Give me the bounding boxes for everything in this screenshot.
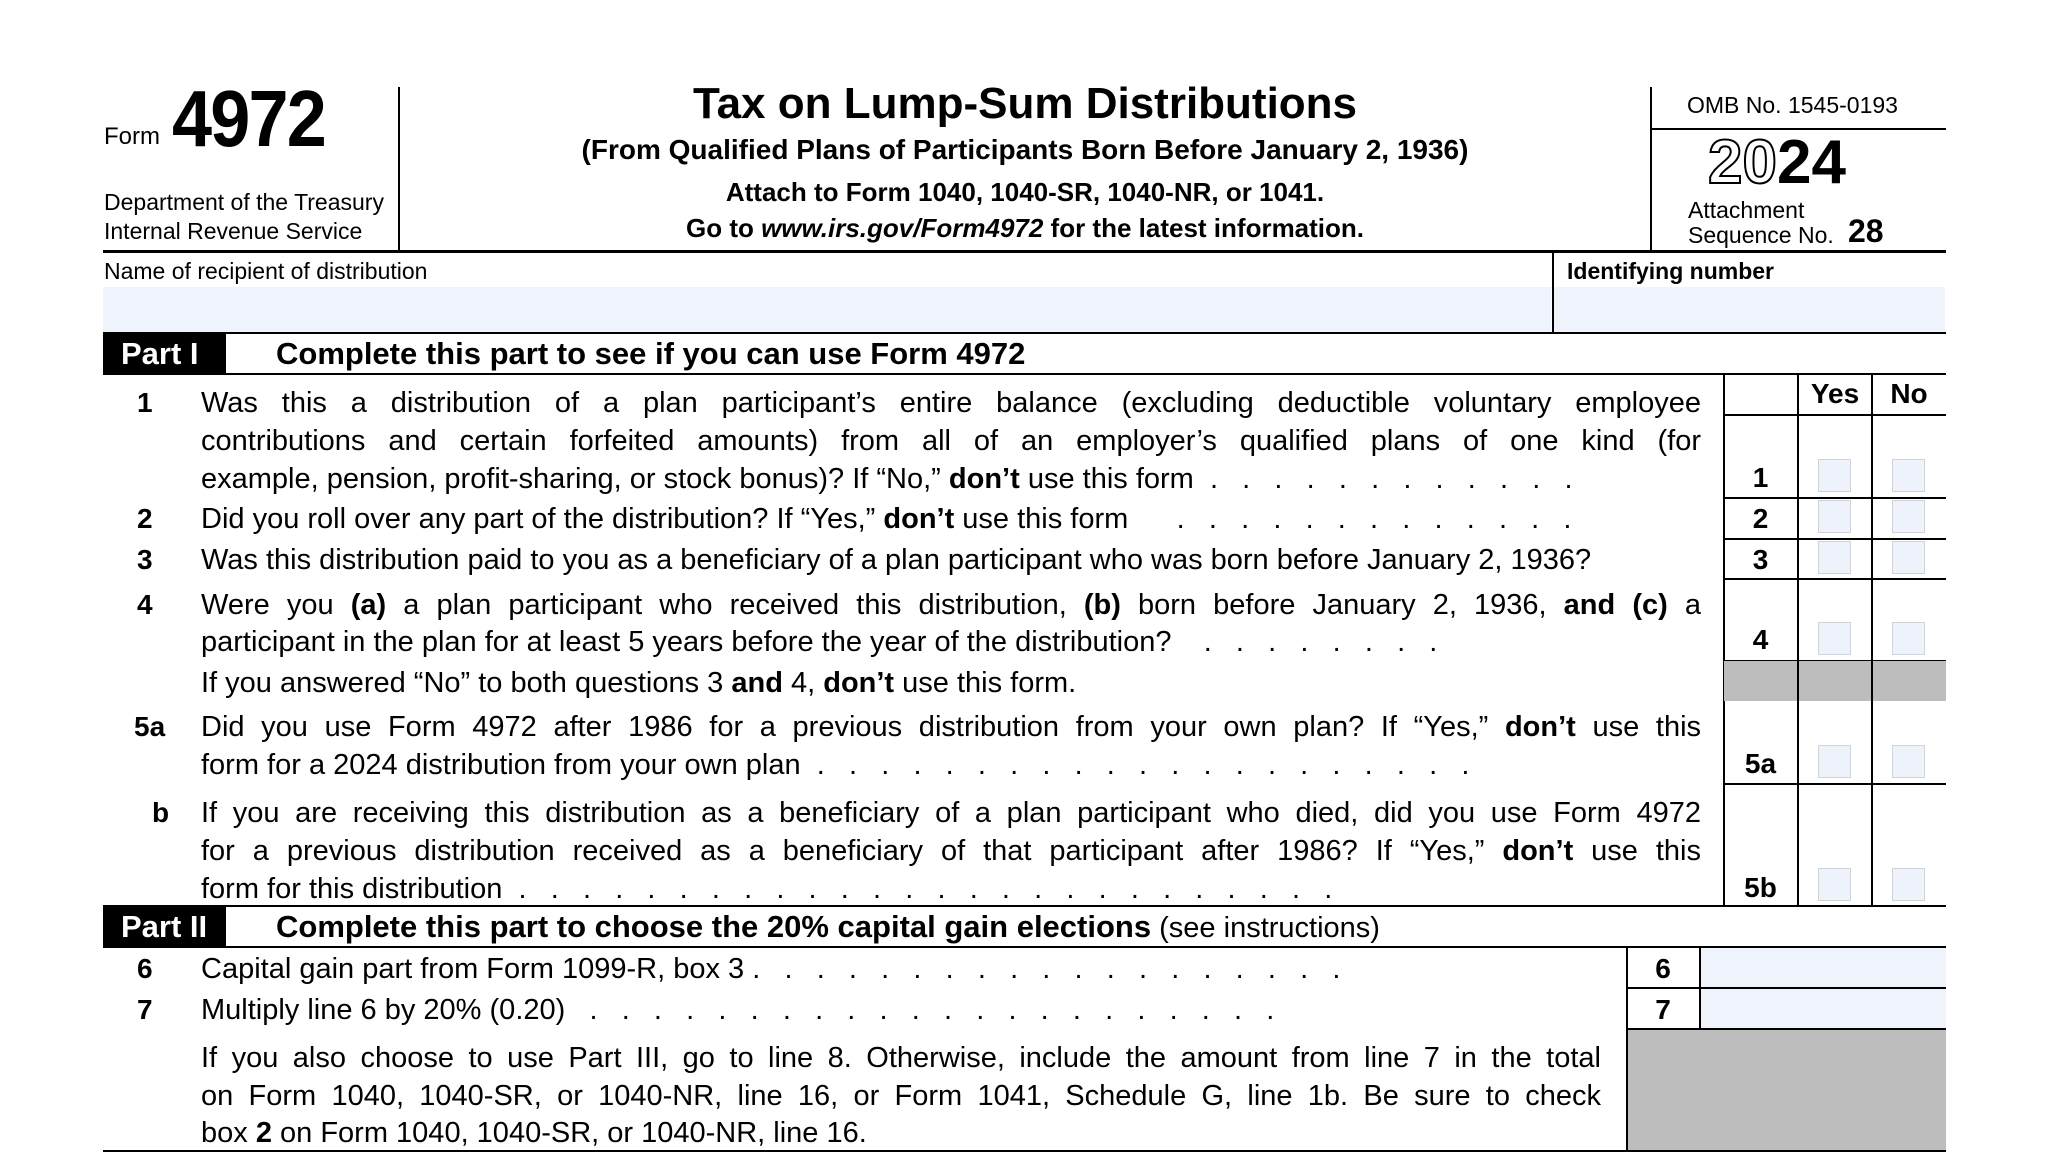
question-note	[201, 664, 1076, 702]
box-number: 7	[1655, 994, 1671, 1025]
dot-leader: . . . . . . . . . . . . . . . . . . . . . . . . . .	[502, 873, 1333, 905]
grid-rule	[1724, 783, 1946, 785]
dot-leader: . . . . . . . . . . . . . . . . . . . . .	[800, 749, 1470, 781]
header-divider-right	[1650, 87, 1652, 252]
box-number: 1	[1752, 462, 1769, 493]
grid-yes-col	[1797, 374, 1799, 907]
yes-column-header: Yes	[1810, 378, 1860, 409]
form-number: 4972	[172, 74, 325, 163]
line-6-amount-input[interactable]	[1701, 948, 1946, 987]
text-bold: 2	[255, 1117, 272, 1149]
recipient-name-label: Name of recipient of distribution	[104, 258, 428, 284]
text-bold: don’t	[1502, 835, 1574, 867]
attach-instruction: Attach to Form 1040, 1040-SR, 1040-NR, or 1041.	[725, 177, 1325, 207]
department-line: Department of the Treasury	[104, 189, 384, 215]
tax-year	[1708, 128, 1846, 198]
header-bottom-rule	[103, 250, 1946, 253]
line-number: b	[152, 797, 170, 828]
text-bold: don’t	[823, 667, 895, 699]
text-part: participant in the plan for at least 5 years before the year of the distribution?	[201, 626, 1172, 658]
line-number: 4	[137, 589, 153, 620]
line-number: 1	[137, 387, 153, 418]
q2-yes-checkbox[interactable]	[1818, 500, 1851, 533]
question-text	[201, 500, 1571, 538]
grid-line	[1871, 661, 1873, 701]
q4-no-checkbox[interactable]	[1892, 622, 1925, 655]
question-text	[201, 746, 1469, 784]
text-part: use this	[1573, 835, 1702, 867]
goto-instruction	[400, 211, 1650, 245]
part-2-title-main: Complete this part to choose the 20% capital gain elections	[276, 909, 1152, 944]
text-bold: don’t	[948, 463, 1020, 495]
question-text	[201, 832, 1701, 870]
grid-line	[1797, 661, 1799, 701]
dot-leader: . . . . . . . . . . . . . . . . . . . . . .	[565, 994, 1275, 1026]
dot-leader: . . . . . . . . . . . .	[1193, 463, 1573, 495]
question-text: Was this distribution paid to you as a beneficiary of a plan participant who was born before January 2, 1936?	[201, 544, 1592, 576]
question-text	[201, 586, 1701, 624]
box-number: 6	[1655, 953, 1671, 984]
text-part: 4,	[782, 667, 824, 699]
grid-rule	[1724, 414, 1946, 416]
identifying-number-input[interactable]	[1554, 287, 1945, 332]
part-2-header-rule	[103, 946, 1946, 948]
text-part: Did you roll over any part of the distribution? If “Yes,”	[201, 503, 884, 535]
q3-yes-checkbox[interactable]	[1818, 541, 1851, 574]
question-text	[201, 460, 1573, 498]
line-number: 2	[137, 503, 153, 534]
q3-no-checkbox[interactable]	[1892, 541, 1925, 574]
text-part: born before January 2, 1936,	[1120, 589, 1564, 621]
text-part: for a previous distribution received as a beneficiary of that participant after 1986? If “Yes,”	[201, 835, 1503, 867]
shaded-area	[1628, 1030, 1946, 1150]
part-1-header-rule	[103, 373, 1946, 375]
text-part: If you answered “No” to both questions 3	[201, 667, 732, 699]
dot-leader: . . . . . . . . . . . . . . . . . . .	[744, 953, 1341, 985]
text-bold: (a)	[350, 589, 387, 621]
year-bold: 24	[1776, 128, 1846, 197]
form-label: Form	[104, 123, 160, 150]
box-number: 2	[1752, 503, 1769, 534]
text-part: Did you use Form 4972 after 1986 for a previous distribution from your own plan? If “Yes,”	[201, 711, 1505, 743]
box-number: 4	[1752, 624, 1769, 655]
note-text: on Form 1040, 1040-SR, or 1040-NR, line 16, or Form 1041, Schedule G, line 1b. Be sure to check	[201, 1080, 1601, 1112]
text-part: on Form 1040, 1040-SR, or 1040-NR, line 16.	[271, 1117, 867, 1149]
sequence-label: Sequence No.	[1688, 222, 1834, 248]
q5a-no-checkbox[interactable]	[1892, 745, 1925, 778]
text-bold: don’t	[883, 503, 955, 535]
text-part: a	[1667, 589, 1701, 621]
text-bold: don’t	[1504, 711, 1576, 743]
year-outline: 20	[1708, 128, 1777, 197]
text-part: Multiply line 6 by 20% (0.20)	[201, 994, 566, 1026]
question-text	[201, 623, 1437, 661]
form-subtitle: (From Qualified Plans of Participants Born Before January 2, 1936)	[581, 134, 1469, 165]
box-number: 3	[1752, 544, 1769, 575]
recipient-name-input[interactable]	[103, 287, 1551, 332]
identifying-number-label: Identifying number	[1567, 258, 1774, 284]
grid-rule	[1724, 497, 1946, 499]
agency-line: Internal Revenue Service	[104, 218, 363, 244]
question-text: Was this a distribution of a plan participant’s entire balance (excluding deductible voluntary employee	[201, 387, 1701, 419]
line-number: 5a	[134, 711, 166, 742]
text-part: example, pension, profit-sharing, or stock bonus)? If “No,”	[201, 463, 949, 495]
line-7-amount-input[interactable]	[1701, 989, 1946, 1028]
goto-prefix: Go to	[685, 213, 762, 243]
question-text	[201, 708, 1701, 746]
question-text: contributions and certain forfeited amounts) from all of an employer’s qualified plans of one kind (for	[201, 425, 1701, 457]
form-title: Tax on Lump-Sum Distributions	[692, 79, 1358, 128]
goto-suffix: for the latest information.	[1043, 213, 1365, 243]
q5a-yes-checkbox[interactable]	[1818, 745, 1851, 778]
text-part: use this form.	[894, 667, 1077, 699]
shaded-row	[1724, 661, 1946, 701]
line-number: 3	[137, 544, 153, 575]
attachment-label: Attachment	[1688, 197, 1805, 223]
grid-rule	[1724, 538, 1946, 540]
line-number: 6	[137, 953, 153, 984]
text-part: form for a 2024 distribution from your own plan	[201, 749, 801, 781]
box-number: 5a	[1744, 748, 1777, 779]
part-1-title: Complete this part to see if you can use Form 4972	[276, 336, 1026, 371]
q5b-no-checkbox[interactable]	[1892, 868, 1925, 901]
irs-link[interactable]: www.irs.gov/Form4972	[761, 213, 1044, 243]
text-part: a plan participant who received this distribution,	[386, 589, 1084, 621]
text-bold: and (c)	[1563, 589, 1668, 621]
question-text: If you are receiving this distribution as a beneficiary of a plan participant who died, did you use Form 4972	[201, 797, 1701, 829]
grid-no-col	[1871, 374, 1873, 907]
part-2-title-suffix: (see instructions)	[1151, 912, 1380, 944]
text-bold: and	[731, 667, 783, 699]
text-part: use this	[1575, 711, 1702, 743]
text-part: Capital gain part from Form 1099-R, box 3	[201, 953, 745, 985]
text-part: box	[201, 1117, 256, 1149]
no-column-header: No	[1890, 378, 1928, 409]
part-2-title	[276, 907, 1380, 948]
line-text	[201, 991, 1274, 1029]
line-number: 7	[137, 994, 153, 1025]
grid-rule	[1724, 578, 1946, 580]
text-bold: (b)	[1083, 589, 1121, 621]
box-number: 5b	[1744, 872, 1777, 903]
q4-yes-checkbox[interactable]	[1818, 622, 1851, 655]
q2-no-checkbox[interactable]	[1892, 500, 1925, 533]
part-2-label: Part II	[103, 907, 226, 946]
q1-yes-checkbox[interactable]	[1818, 459, 1851, 492]
text-part: use this form	[954, 503, 1129, 535]
note-text	[201, 1114, 867, 1152]
q1-no-checkbox[interactable]	[1892, 459, 1925, 492]
text-part: use this form	[1019, 463, 1194, 495]
line-text	[201, 950, 1340, 988]
sequence-number: 28	[1848, 213, 1884, 249]
q5b-yes-checkbox[interactable]	[1818, 868, 1851, 901]
part-1-label: Part I	[103, 334, 226, 374]
dot-leader: . . . . . . . . . . . . .	[1128, 503, 1572, 535]
question-text	[201, 870, 1332, 908]
omb-number: OMB No. 1545-0193	[1687, 92, 1898, 118]
text-part: Were you	[201, 589, 351, 621]
dot-leader: . . . . . . . .	[1171, 626, 1438, 658]
text-part: form for this distribution	[201, 873, 503, 905]
note-text: If you also choose to use Part III, go to line 8. Otherwise, include the amount from line 7 in the total	[201, 1042, 1601, 1074]
